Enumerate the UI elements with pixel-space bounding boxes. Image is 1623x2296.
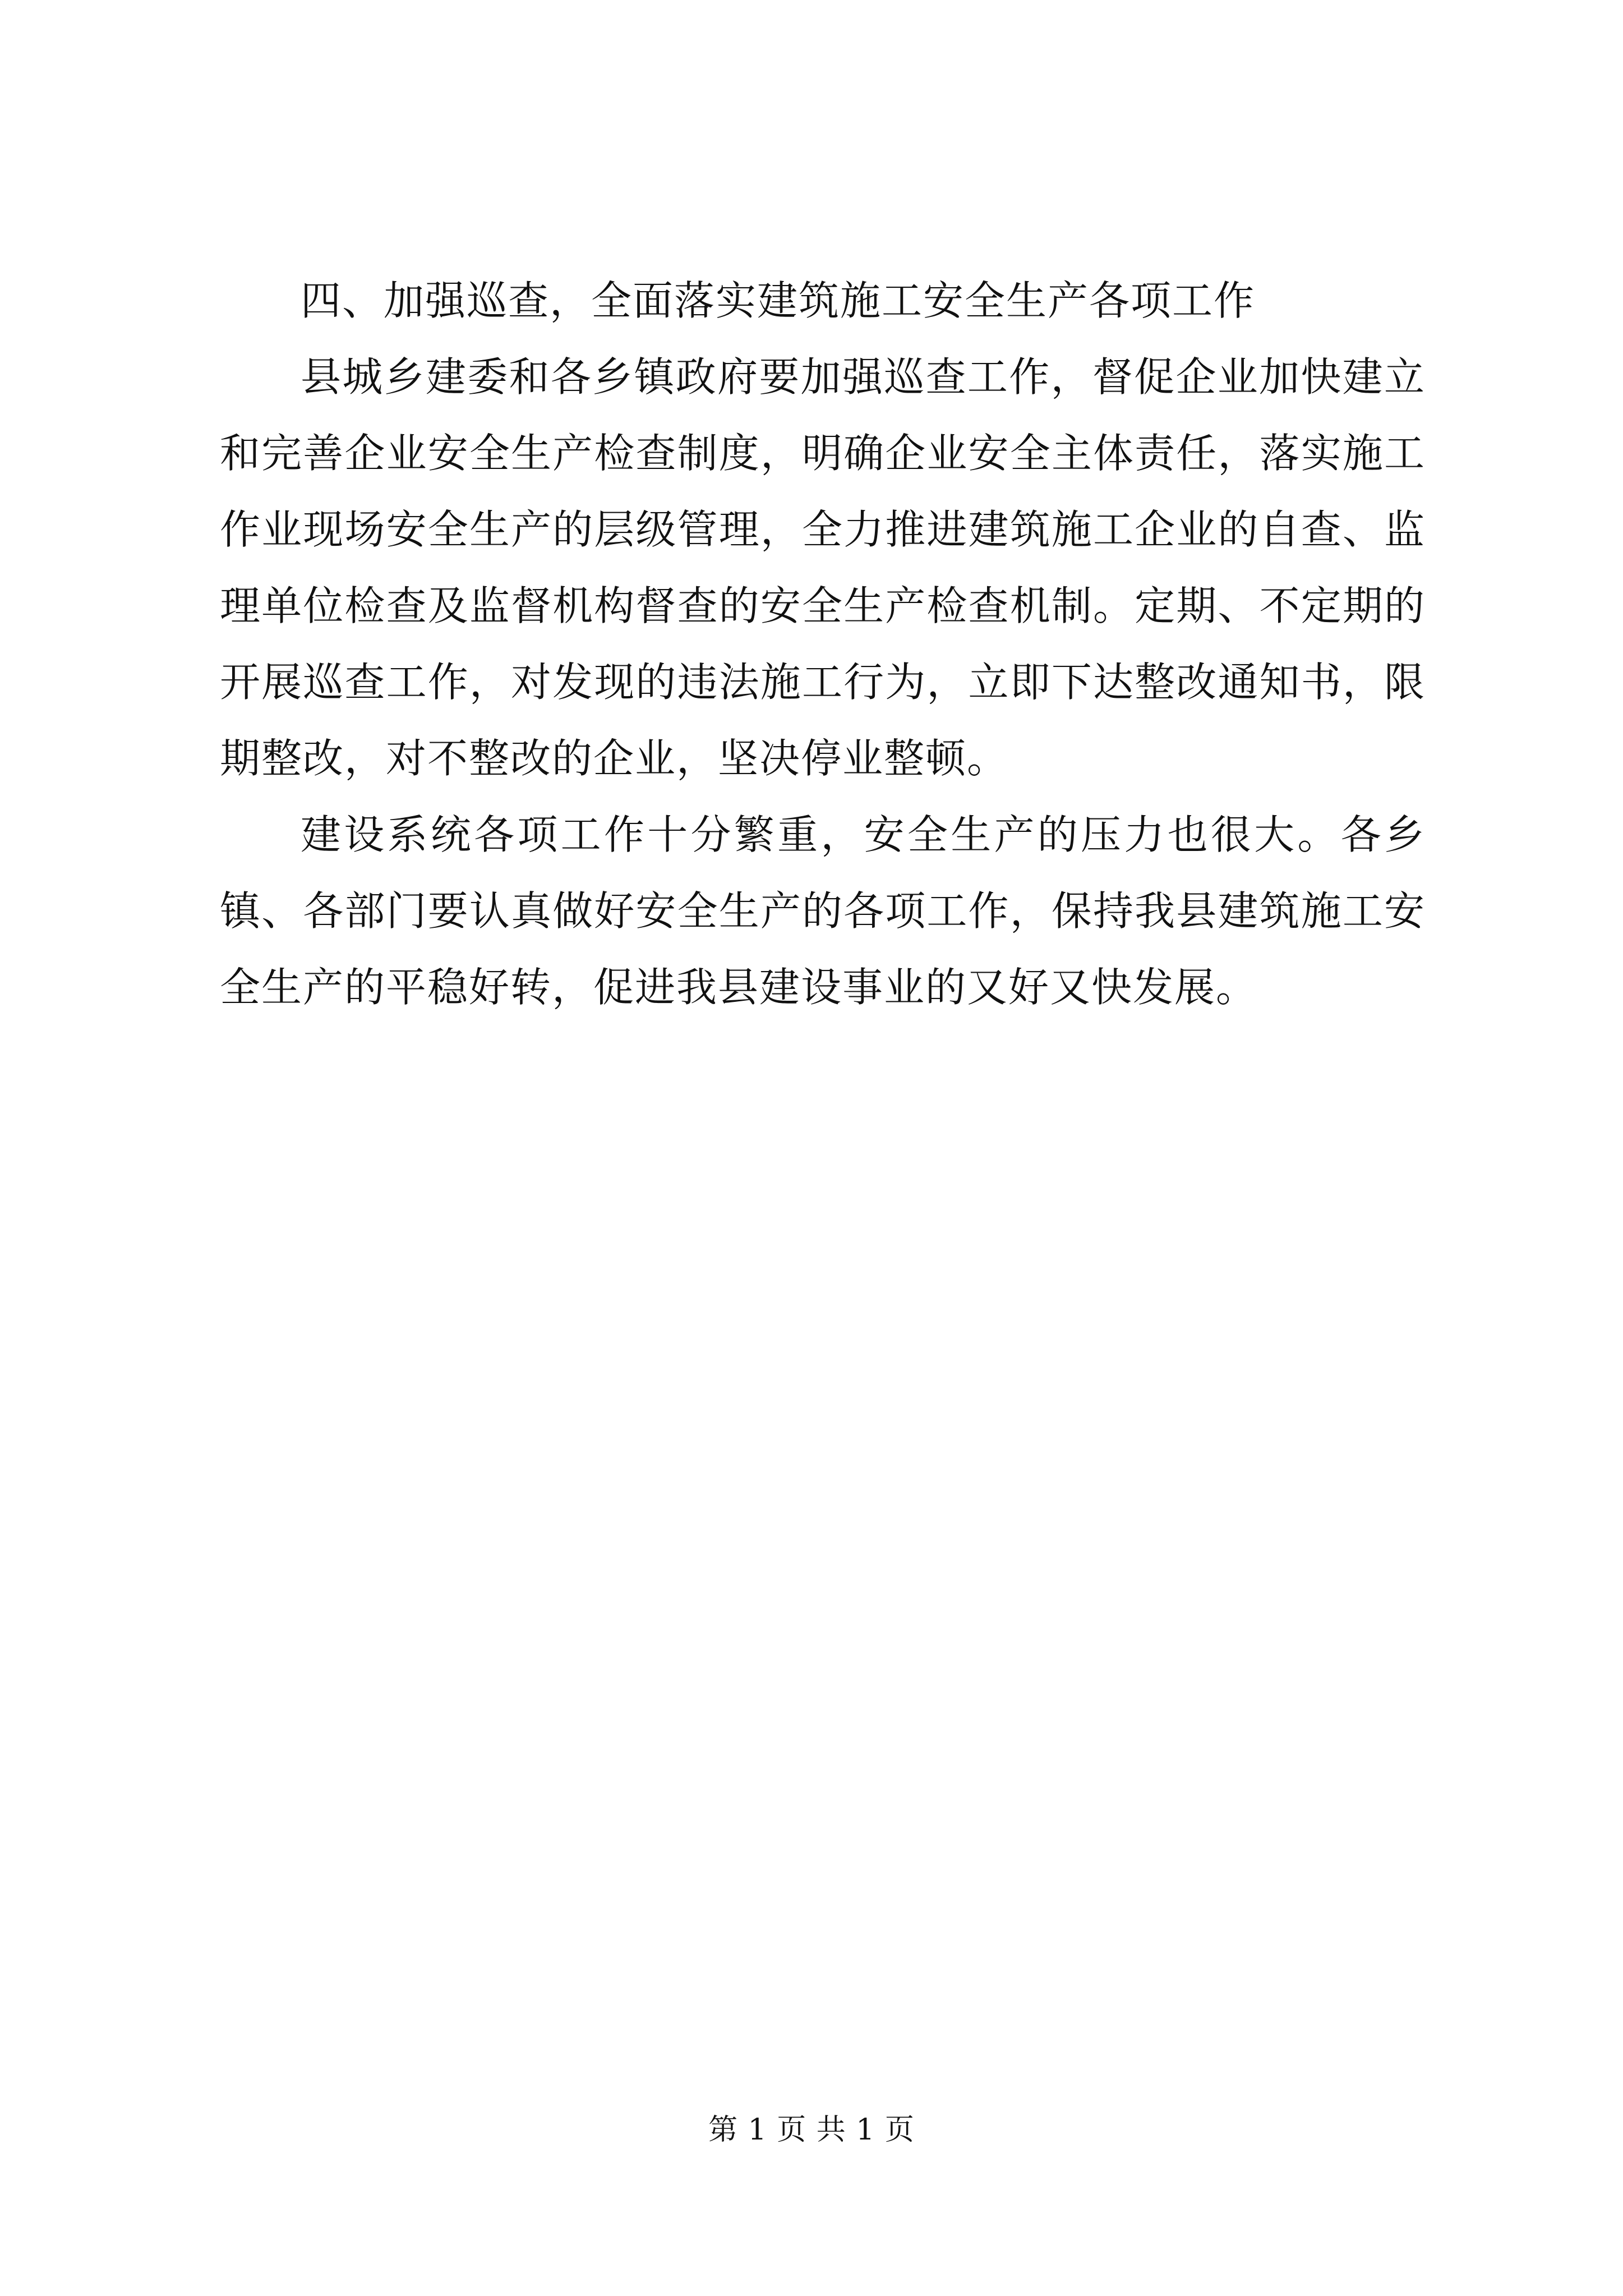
page-number-footer: 第 1 页 共 1 页 (708, 2113, 915, 2147)
document-body (220, 263, 1426, 1025)
body-paragraph-conclusion: 建设系统各项工作十分繁重，安全生产的压力也很大。各乡镇、各部门要认真做好安全生产的各项工作，保持我县建筑施工安全生产的平稳好转，促进我县建设事业的又好又快发展。 (220, 811, 1426, 1011)
body-paragraph-inspection: 县城乡建委和各乡镇政府要加强巡查工作，督促企业加快建立和完善企业安全生产检查制度，明确企业安全主体责任，落实施工作业现场安全生产的层级管理，全力推进建筑施工企业的自查、监理单位检查及监督机构督查的安全生产检查机制。定期、不定期的开展巡查工作，对发现的违法施工行为，立即下达整改通知书，限期整改，对不整改的企业，坚决停业整顿。 (220, 353, 1426, 782)
section-heading: 四、加强巡查，全面落实建筑施工安全生产各项工作 (301, 277, 1256, 324)
